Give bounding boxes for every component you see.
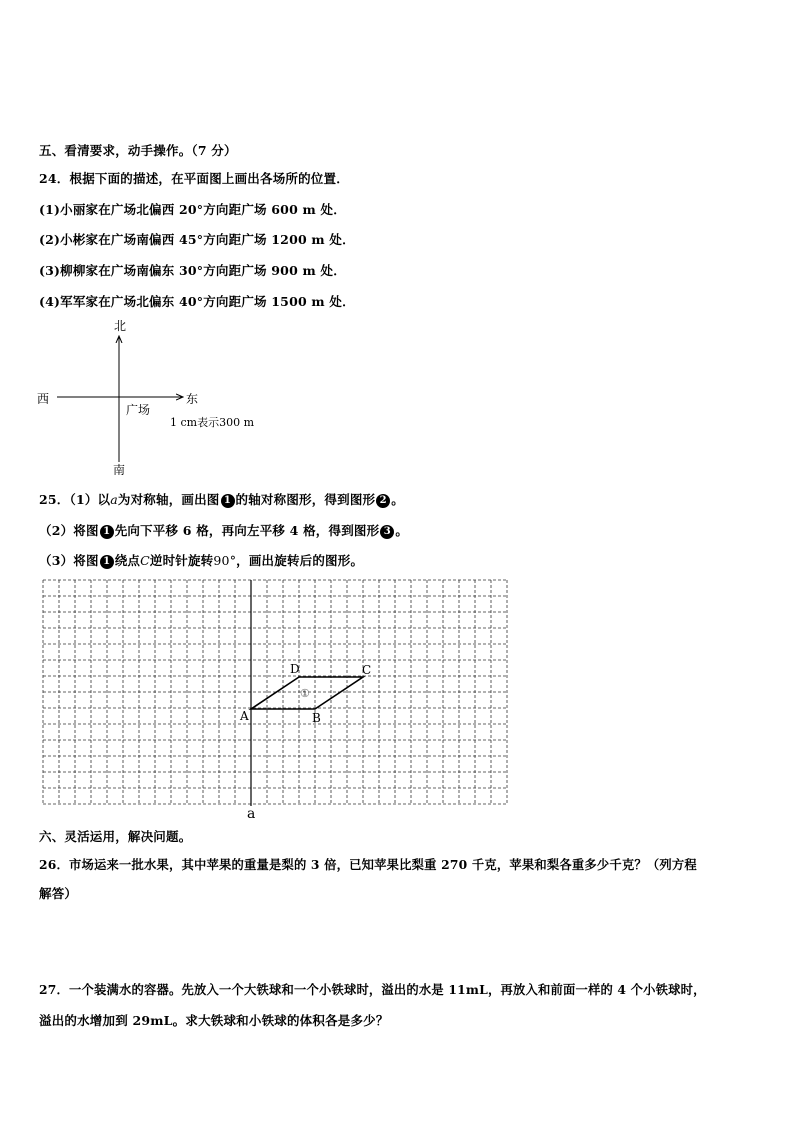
q25-text: 绕点 xyxy=(114,553,141,568)
q25-text: 先向下平移 6 格，再向左平移 4 格，得到图形 xyxy=(114,523,380,538)
q25-text: 25．（1）以 xyxy=(39,492,111,507)
q25-text: 为对称轴，画出图 xyxy=(117,492,220,507)
circled-3-badge: 3 xyxy=(380,525,394,539)
point-c-symbol: C xyxy=(140,553,150,568)
plaza-label: 广场 xyxy=(126,403,151,417)
circled-2-badge: 2 xyxy=(376,494,390,508)
q25-text: （2）将图 xyxy=(39,523,99,538)
vertex-d-label: D xyxy=(290,662,300,676)
circled-1-badge: 1 xyxy=(221,494,235,508)
question-27-line-2: 溢出的水增加到 29mL。求大铁球和小铁球的体积各是多少？ xyxy=(39,1013,389,1028)
north-label: 北 xyxy=(114,319,127,333)
west-label: 西 xyxy=(37,392,50,406)
angle-value: 90° xyxy=(213,553,237,568)
axis-a-label: a xyxy=(247,806,256,822)
scale-label: 1 cm表示300 m xyxy=(170,416,255,429)
axis-symbol: a xyxy=(110,492,118,507)
question-27-line-1: 27．一个装满水的容器。先放入一个大铁球和一个小铁球时，溢出的水是 11mL，再放入和前面一样的 4 个小铁球时， xyxy=(39,982,706,997)
circled-1-badge: 1 xyxy=(100,555,114,569)
vertex-a-label: A xyxy=(240,709,249,723)
question-24-item-2: (2)小彬家在广场南偏西 45°方向距广场 1200 m 处． xyxy=(39,232,355,247)
question-25-line-3 xyxy=(39,551,363,569)
section-6-heading: 六、灵活运用，解决问题。 xyxy=(39,829,192,844)
question-26-line-1: 26．市场运来一批水果，其中苹果的重量是梨的 3 倍，已知苹果比梨重 270 千克，苹果和梨各重多少千克？（列方程 xyxy=(39,857,697,872)
q25-text: ，画出旋转后的图形。 xyxy=(236,553,364,568)
figure-1-label: ① xyxy=(300,687,310,700)
question-26-line-2: 解答） xyxy=(39,886,78,901)
question-25-line-2: （2）将图 1 先向下平移 6 格，再向左平移 4 格，得到图形 3 。 xyxy=(39,523,409,538)
section-5-heading: 五、看清要求，动手操作。（7 分） xyxy=(39,143,237,158)
south-label: 南 xyxy=(113,463,126,477)
question-25-line-1: 25．（1）以a为对称轴，画出图 1 的轴对称图形，得到图形 2 。 xyxy=(39,492,404,507)
q25-text: 逆时针旋转 xyxy=(149,553,214,568)
vertex-b-label: B xyxy=(312,711,321,725)
parallelogram-figure-1 xyxy=(251,677,363,709)
question-24-item-3: (3)柳柳家在广场南偏东 30°方向距广场 900 m 处． xyxy=(39,263,346,278)
q25-text: 的轴对称图形，得到图形 xyxy=(235,492,376,507)
question-24-item-4: (4)军军家在广场北偏东 40°方向距广场 1500 m 处． xyxy=(39,294,355,309)
vertex-c-label: C xyxy=(362,663,372,677)
question-24-item-1: (1)小丽家在广场北偏西 20°方向距广场 600 m 处． xyxy=(39,202,346,217)
circled-1-badge: 1 xyxy=(100,525,114,539)
east-label: 东 xyxy=(186,392,199,406)
question-24-prompt: 24．根据下面的描述，在平面图上画出各场所的位置． xyxy=(39,171,349,186)
q25-text: （3）将图 xyxy=(39,553,99,568)
